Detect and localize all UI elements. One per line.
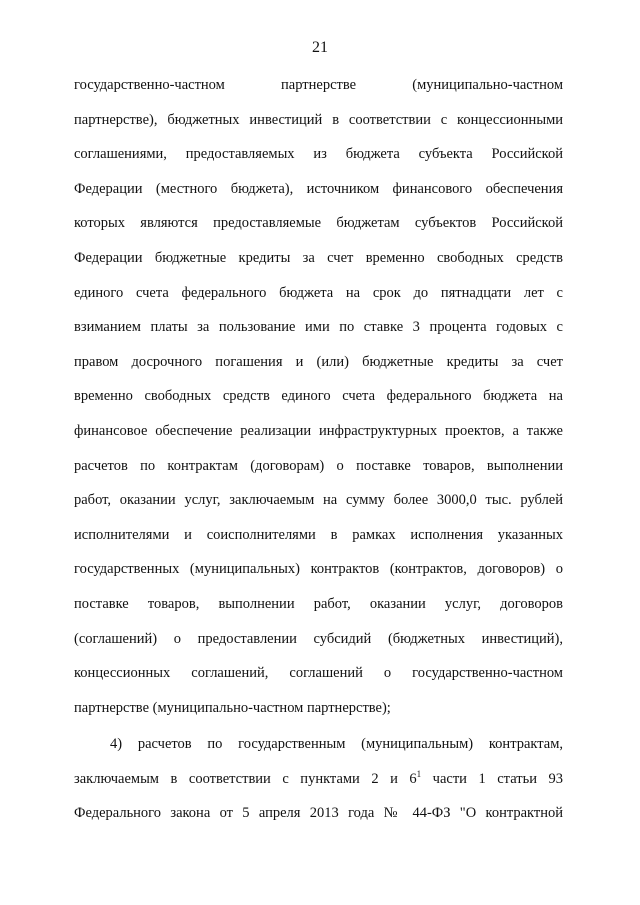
text-segment: части 1 статьи 93 bbox=[421, 770, 563, 787]
text-line: Федерального закона от 5 апреля 2013 года № 44-ФЗ "О контрактной bbox=[74, 805, 563, 822]
text-line: партнерстве), бюджетных инвестиций в соответствии с концессионными bbox=[74, 111, 563, 128]
text-line: исполнителями и соисполнителями в рамках исполнения указанных bbox=[74, 526, 563, 543]
text-line: концессионных соглашений, соглашений о государственно-частном bbox=[74, 665, 563, 682]
text-line: единого счета федерального бюджета на срок до пятнадцати лет с bbox=[74, 284, 563, 301]
text-line: Федерации бюджетные кредиты за счет временно свободных средств bbox=[74, 249, 563, 266]
text-segment: заключаемым в соответствии с пунктами 2 и 6 bbox=[74, 770, 417, 787]
body-text bbox=[74, 68, 563, 831]
text-line: (соглашений) о предоставлении субсидий (бюджетных инвестиций), bbox=[74, 630, 563, 647]
text-line: взиманием платы за пользование ими по ставке 3 процента годовых с bbox=[74, 319, 563, 336]
text-line: финансовое обеспечение реализации инфраструктурных проектов, а также bbox=[74, 422, 563, 439]
text-line: 4) расчетов по государственным (муниципальным) контрактам, bbox=[110, 736, 563, 753]
text-line: поставке товаров, выполнении работ, оказании услуг, договоров bbox=[74, 595, 563, 612]
text-line: которых являются предоставляемые бюджетам субъектов Российской bbox=[74, 215, 563, 232]
paragraph-continued bbox=[74, 68, 563, 725]
text-line: работ, оказании услуг, заключаемым на сумму более 3000,0 тыс. рублей bbox=[74, 492, 563, 509]
text-line: партнерстве (муниципально-частном партнерстве); bbox=[74, 699, 391, 716]
superscript: 1 bbox=[416, 769, 422, 780]
text-line: государственно-частном партнерстве (муниципально-частном bbox=[74, 77, 563, 93]
text-line: Федерации (местного бюджета), источником финансового обеспечения bbox=[74, 180, 563, 197]
text-line: соглашениями, предоставляемых из бюджета субъекта Российской bbox=[74, 146, 563, 163]
paragraph-item-4 bbox=[74, 727, 563, 831]
page-number: 21 bbox=[312, 39, 328, 56]
text-line: расчетов по контрактам (договорам) о поставке товаров, выполнении bbox=[74, 457, 563, 474]
text-line: правом досрочного погашения и (или) бюджетные кредиты за счет bbox=[74, 353, 563, 370]
text-line: государственных (муниципальных) контрактов (контрактов, договоров) о bbox=[74, 561, 563, 578]
text-line-with-superscript bbox=[74, 762, 563, 797]
text-line: временно свободных средств единого счета федерального бюджета на bbox=[74, 388, 563, 405]
